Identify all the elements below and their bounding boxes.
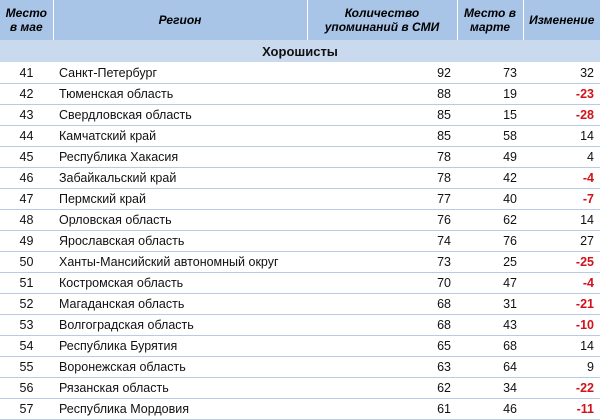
table-row [0,336,600,357]
group-row [0,40,600,63]
table-row [0,189,600,210]
cell-mentions: 63 [307,357,457,378]
cell-region: Орловская область [53,210,307,231]
cell-change: 4 [523,147,600,168]
cell-rank-may: 48 [0,210,53,231]
cell-rank-march: 49 [457,147,523,168]
cell-rank-march: 47 [457,273,523,294]
cell-mentions: 85 [307,105,457,126]
cell-rank-march: 40 [457,189,523,210]
table-body [0,40,600,420]
header-change: Изменение [523,0,600,40]
cell-rank-march: 19 [457,84,523,105]
cell-rank-may: 57 [0,399,53,420]
cell-mentions: 62 [307,378,457,399]
table-row [0,273,600,294]
table-row [0,210,600,231]
cell-change: -25 [523,252,600,273]
cell-region: Костромская область [53,273,307,294]
cell-mentions: 74 [307,231,457,252]
cell-mentions: 76 [307,210,457,231]
cell-rank-may: 42 [0,84,53,105]
group-label: Хорошисты [0,40,600,63]
cell-rank-march: 64 [457,357,523,378]
table-row [0,252,600,273]
header-rank-march: Место в марте [457,0,523,40]
cell-region: Свердловская область [53,105,307,126]
table-row [0,147,600,168]
cell-rank-may: 53 [0,315,53,336]
cell-rank-may: 46 [0,168,53,189]
cell-change: -11 [523,399,600,420]
cell-region: Магаданская область [53,294,307,315]
cell-rank-may: 56 [0,378,53,399]
header-rank-may: Место в мае [0,0,53,40]
table-header [0,0,600,40]
cell-region: Республика Хакасия [53,147,307,168]
cell-change: 27 [523,231,600,252]
cell-change: -28 [523,105,600,126]
cell-rank-march: 73 [457,63,523,84]
table-row [0,84,600,105]
cell-rank-may: 44 [0,126,53,147]
table-row [0,168,600,189]
cell-rank-may: 41 [0,63,53,84]
table-row [0,294,600,315]
table-row [0,378,600,399]
cell-mentions: 92 [307,63,457,84]
cell-rank-may: 45 [0,147,53,168]
cell-change: -22 [523,378,600,399]
cell-rank-march: 25 [457,252,523,273]
cell-region: Забайкальский край [53,168,307,189]
cell-rank-march: 42 [457,168,523,189]
table-row [0,63,600,84]
cell-rank-may: 50 [0,252,53,273]
cell-rank-may: 51 [0,273,53,294]
cell-region: Волгоградская область [53,315,307,336]
cell-mentions: 65 [307,336,457,357]
header-mentions: Количество упоминаний в СМИ [307,0,457,40]
table-row [0,231,600,252]
cell-region: Санкт-Петербург [53,63,307,84]
table-row [0,126,600,147]
cell-change: -7 [523,189,600,210]
cell-rank-march: 68 [457,336,523,357]
cell-mentions: 68 [307,294,457,315]
table-row [0,315,600,336]
cell-mentions: 78 [307,168,457,189]
cell-change: 14 [523,210,600,231]
cell-region: Ярославская область [53,231,307,252]
cell-mentions: 70 [307,273,457,294]
cell-region: Ханты-Мансийский автономный округ [53,252,307,273]
cell-mentions: 68 [307,315,457,336]
cell-rank-march: 15 [457,105,523,126]
cell-rank-march: 58 [457,126,523,147]
cell-change: -4 [523,168,600,189]
cell-rank-march: 43 [457,315,523,336]
cell-region: Пермский край [53,189,307,210]
cell-change: -10 [523,315,600,336]
cell-rank-march: 76 [457,231,523,252]
cell-region: Республика Бурятия [53,336,307,357]
cell-rank-may: 55 [0,357,53,378]
cell-rank-march: 34 [457,378,523,399]
cell-mentions: 85 [307,126,457,147]
cell-change: -4 [523,273,600,294]
cell-rank-march: 46 [457,399,523,420]
cell-mentions: 78 [307,147,457,168]
cell-rank-may: 47 [0,189,53,210]
cell-change: 9 [523,357,600,378]
cell-change: 14 [523,126,600,147]
cell-rank-may: 52 [0,294,53,315]
table-row [0,357,600,378]
cell-region: Воронежская область [53,357,307,378]
cell-rank-may: 49 [0,231,53,252]
cell-mentions: 77 [307,189,457,210]
cell-rank-may: 54 [0,336,53,357]
table-row [0,399,600,420]
cell-change: -21 [523,294,600,315]
cell-mentions: 73 [307,252,457,273]
cell-region: Республика Мордовия [53,399,307,420]
cell-mentions: 61 [307,399,457,420]
cell-change: -23 [523,84,600,105]
cell-rank-march: 62 [457,210,523,231]
cell-region: Тюменская область [53,84,307,105]
cell-region: Камчатский край [53,126,307,147]
cell-mentions: 88 [307,84,457,105]
header-region: Регион [53,0,307,40]
cell-change: 14 [523,336,600,357]
cell-rank-march: 31 [457,294,523,315]
cell-change: 32 [523,63,600,84]
cell-rank-may: 43 [0,105,53,126]
cell-region: Рязанская область [53,378,307,399]
table-row [0,105,600,126]
